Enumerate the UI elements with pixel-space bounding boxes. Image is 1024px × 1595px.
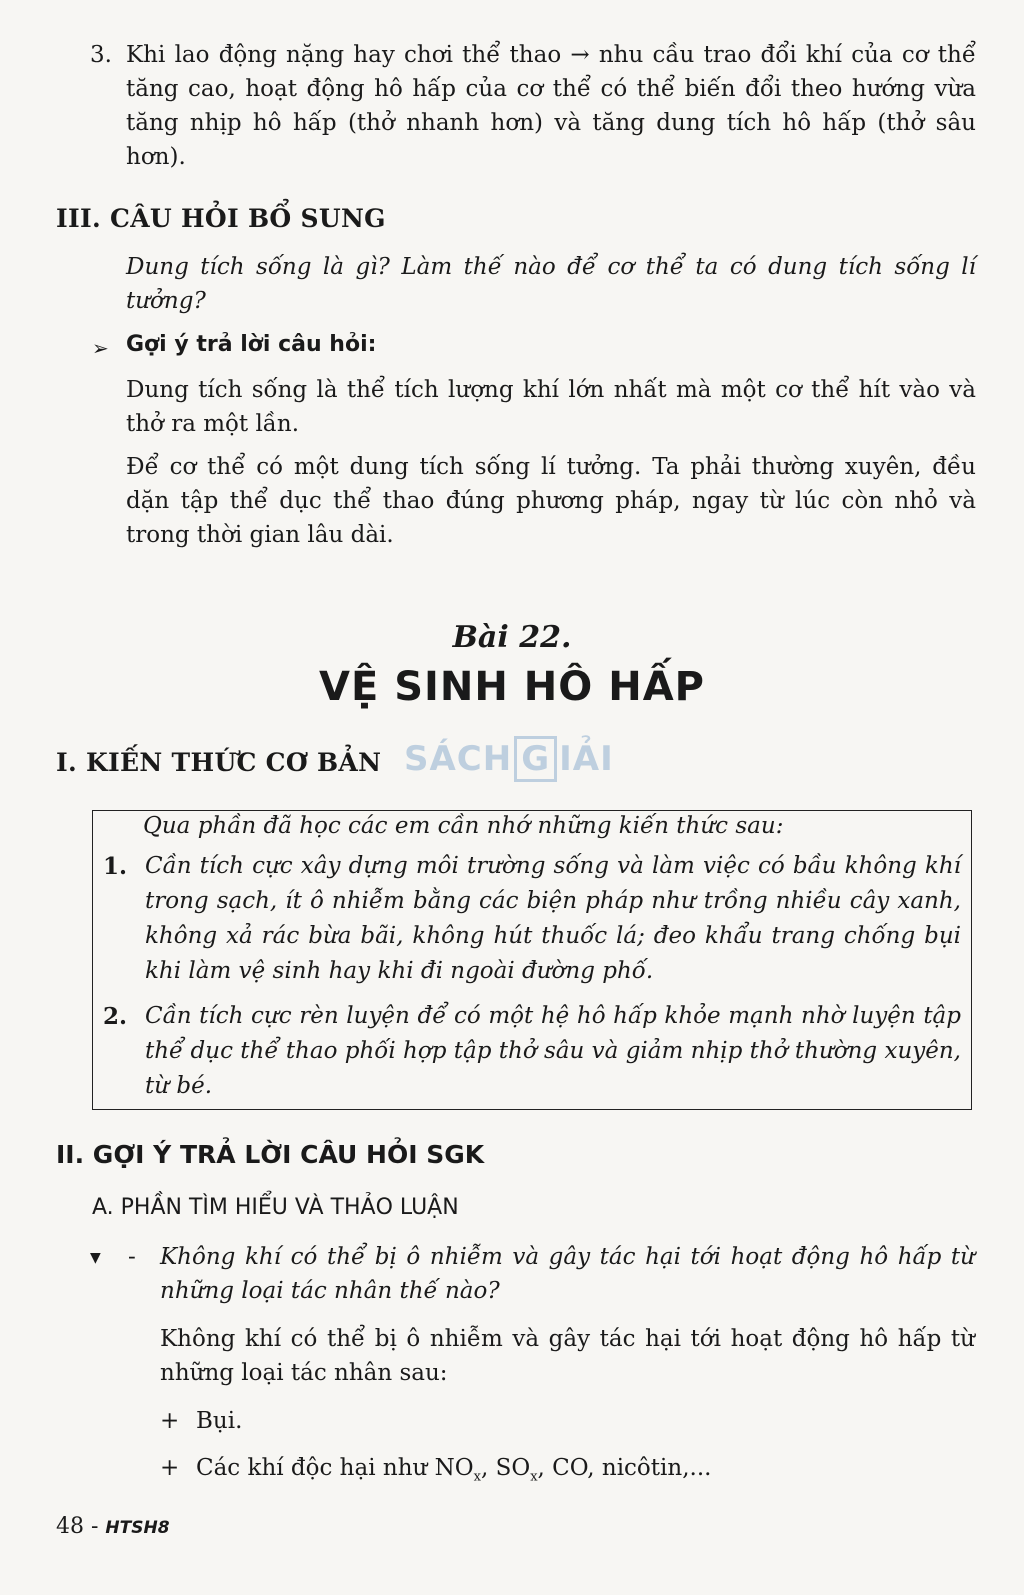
- subsection-heading: A. PHẦN TÌM HIỂU VÀ THẢO LUẬN: [92, 1195, 459, 1220]
- box-intro: Qua phần đã học các em cần nhớ những kiến thức sau:: [143, 813, 784, 839]
- arrow-icon: ➢: [92, 336, 109, 360]
- answer-paragraph-2: Để cơ thể có một dung tích sống lí tưởng. Ta phải thường xuyên, đều dặn tập thể dục thể thao đúng phương pháp, ngay từ lúc còn nhỏ và trong thời gian lâu dài.: [126, 454, 976, 548]
- item-text: Cần tích cực xây dựng môi trường sống và làm việc có bầu không khí trong sạch, ít ô nhiễm bằng các biện pháp như trồng nhiều cây xanh, không xả rác bừa bãi, không hút thuốc lá; đeo khẩu trang chống bụi khi làm vệ sinh hay khi đi ngoài đường phố.: [145, 853, 961, 984]
- item-number: 1.: [103, 853, 128, 880]
- hint-label: Gợi ý trả lời câu hỏi:: [126, 332, 377, 357]
- book-tag: HTSH8: [105, 1518, 170, 1538]
- item-text: Cần tích cực rèn luyện để có một hệ hô hấp khỏe mạnh nhờ luyện tập thể dục thể thao phối hợp tập thở sâu và giảm nhịp thở thường xuyên, từ bé.: [145, 1003, 961, 1099]
- triangle-down-icon: ▼: [90, 1250, 101, 1266]
- supplementary-question: Dung tích sống là gì? Làm thế nào để cơ thể ta có dung tích sống lí tưởng?: [126, 254, 976, 314]
- bullet-item: Bụi.: [196, 1408, 243, 1434]
- bullet-mark: +: [160, 1408, 180, 1434]
- lesson-title: VỆ SINH HÔ HẤP: [319, 664, 705, 710]
- section-heading-1: I. KIẾN THỨC CƠ BẢN: [56, 748, 382, 777]
- bullet-item-gases: Các khí độc hại như $NO_x$, $SO_x$, CO, nicôtin,...: [196, 1455, 712, 1485]
- key-knowledge-box: [92, 810, 972, 1110]
- lesson-number: Bài 22.: [452, 620, 572, 655]
- section-heading-3: III. CÂU HỎI BỔ SUNG: [56, 204, 386, 233]
- sgk-question: Không khí có thể bị ô nhiễm và gây tác hại tới hoạt động hô hấp từ những loại tác nhân thế nào?: [160, 1244, 975, 1304]
- watermark-logo: SÁCH G IẢI: [404, 736, 614, 782]
- page-number: 48 -: [56, 1514, 99, 1539]
- item3-text: Khi lao động nặng hay chơi thể thao → nhu cầu trao đổi khí của cơ thể tăng cao, hoạt động hô hấp của cơ thể có thể biến đổi theo hướng vừa tăng nhịp hô hấp (thở nhanh hơn) và tăng dung tích hô hấp (thở sâu hơn).: [126, 42, 976, 170]
- page-footer: [56, 1514, 170, 1539]
- dash: -: [128, 1244, 136, 1270]
- item-number: 2.: [103, 1003, 128, 1030]
- answer-paragraph-1: Dung tích sống là thể tích lượng khí lớn nhất mà một cơ thể hít vào và thở ra một lần.: [126, 377, 976, 437]
- item-number: 3.: [90, 42, 112, 68]
- section-heading-2: II. GỢI Ý TRẢ LỜI CÂU HỎI SGK: [56, 1140, 485, 1169]
- bullet-mark: +: [160, 1455, 180, 1481]
- knowledge-item: [103, 999, 961, 1104]
- knowledge-item: [103, 849, 961, 989]
- sgk-answer: Không khí có thể bị ô nhiễm và gây tác hại tới hoạt động hô hấp từ những loại tác nhân sau:: [160, 1326, 975, 1386]
